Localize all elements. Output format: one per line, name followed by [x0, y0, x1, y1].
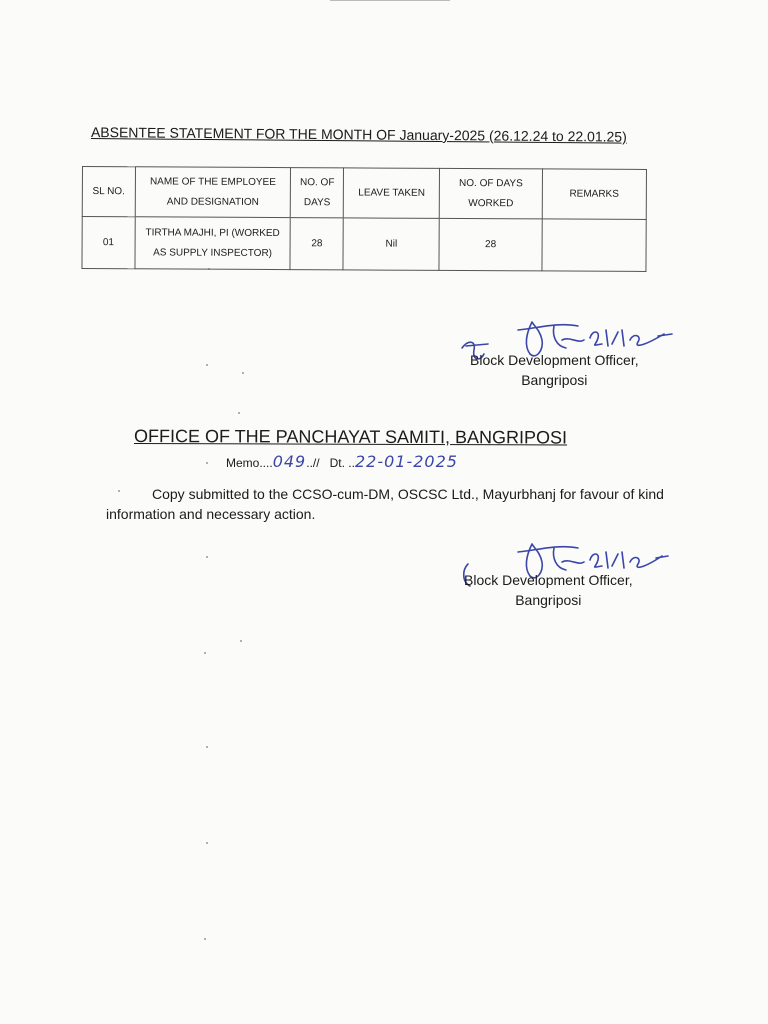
- scan-edge-line: [330, 0, 450, 1]
- scan-speck: [240, 640, 242, 642]
- header-days-worked: NO. OF DAYS WORKED: [440, 168, 543, 219]
- cell-employee-name: TIRTHA MAJHI, PI (WORKED AS SUPPLY INSPECTOR): [135, 217, 291, 270]
- statement-title: ABSENTEE STATEMENT FOR THE MONTH OF January-2025 (26.12.24 to 22.01.25): [90, 124, 627, 145]
- header-sl-no: SL NO.: [82, 167, 135, 217]
- scan-speck: [206, 364, 208, 366]
- scan-speck: [206, 842, 208, 844]
- copy-note: Copy submitted to the CCSO-cum-DM, OSCSC Ltd., Mayurbhanj for favour of kind information and necessary action.: [106, 486, 664, 522]
- signatory-place: Bangriposi: [521, 372, 588, 388]
- memo-label: Memo: [226, 456, 260, 470]
- date-label: Dt.: [329, 456, 345, 470]
- date-dots: ..: [348, 456, 355, 470]
- scan-speck: [206, 556, 208, 558]
- memo-line: [226, 452, 458, 471]
- memo-suffix: //: [312, 456, 320, 470]
- memo-dots: ....: [259, 456, 273, 470]
- cell-sl-no: 01: [82, 217, 135, 269]
- scan-speck: [118, 490, 120, 492]
- absentee-table: [81, 166, 647, 272]
- memo-dots-after: ..: [306, 456, 313, 470]
- table-row: [82, 217, 646, 272]
- header-employee-name: NAME OF THE EMPLOYEE AND DESIGNATION: [135, 167, 291, 218]
- cell-days-worked: 28: [439, 218, 542, 271]
- signatory-designation: Block Development Officer,: [470, 352, 639, 368]
- scan-speck: [206, 746, 208, 748]
- scan-speck: [204, 938, 206, 940]
- cell-leave-taken: Nil: [343, 218, 439, 271]
- scan-speck: [206, 462, 208, 464]
- table-header-row: [82, 167, 646, 220]
- header-leave-taken: LEAVE TAKEN: [343, 168, 439, 219]
- scan-speck: [204, 652, 206, 654]
- signatory-place-2: Bangriposi: [515, 592, 582, 608]
- memo-date: 22-01-2025: [354, 452, 458, 471]
- cell-no-of-days: 28: [290, 218, 343, 270]
- scan-speck: [238, 412, 240, 414]
- office-title: OFFICE OF THE PANCHAYAT SAMITI, BANGRIPOSI: [133, 426, 568, 448]
- header-remarks: REMARKS: [542, 169, 647, 220]
- signatory-designation-2: Block Development Officer,: [464, 572, 633, 588]
- header-no-of-days: NO. OF DAYS: [291, 168, 344, 218]
- memo-number: 049: [272, 452, 307, 471]
- scan-speck: [242, 372, 244, 374]
- scan-speck: [208, 268, 210, 270]
- cell-remarks: [542, 219, 647, 272]
- signatory-block-2: [464, 570, 633, 610]
- signatory-block-1: [470, 350, 639, 390]
